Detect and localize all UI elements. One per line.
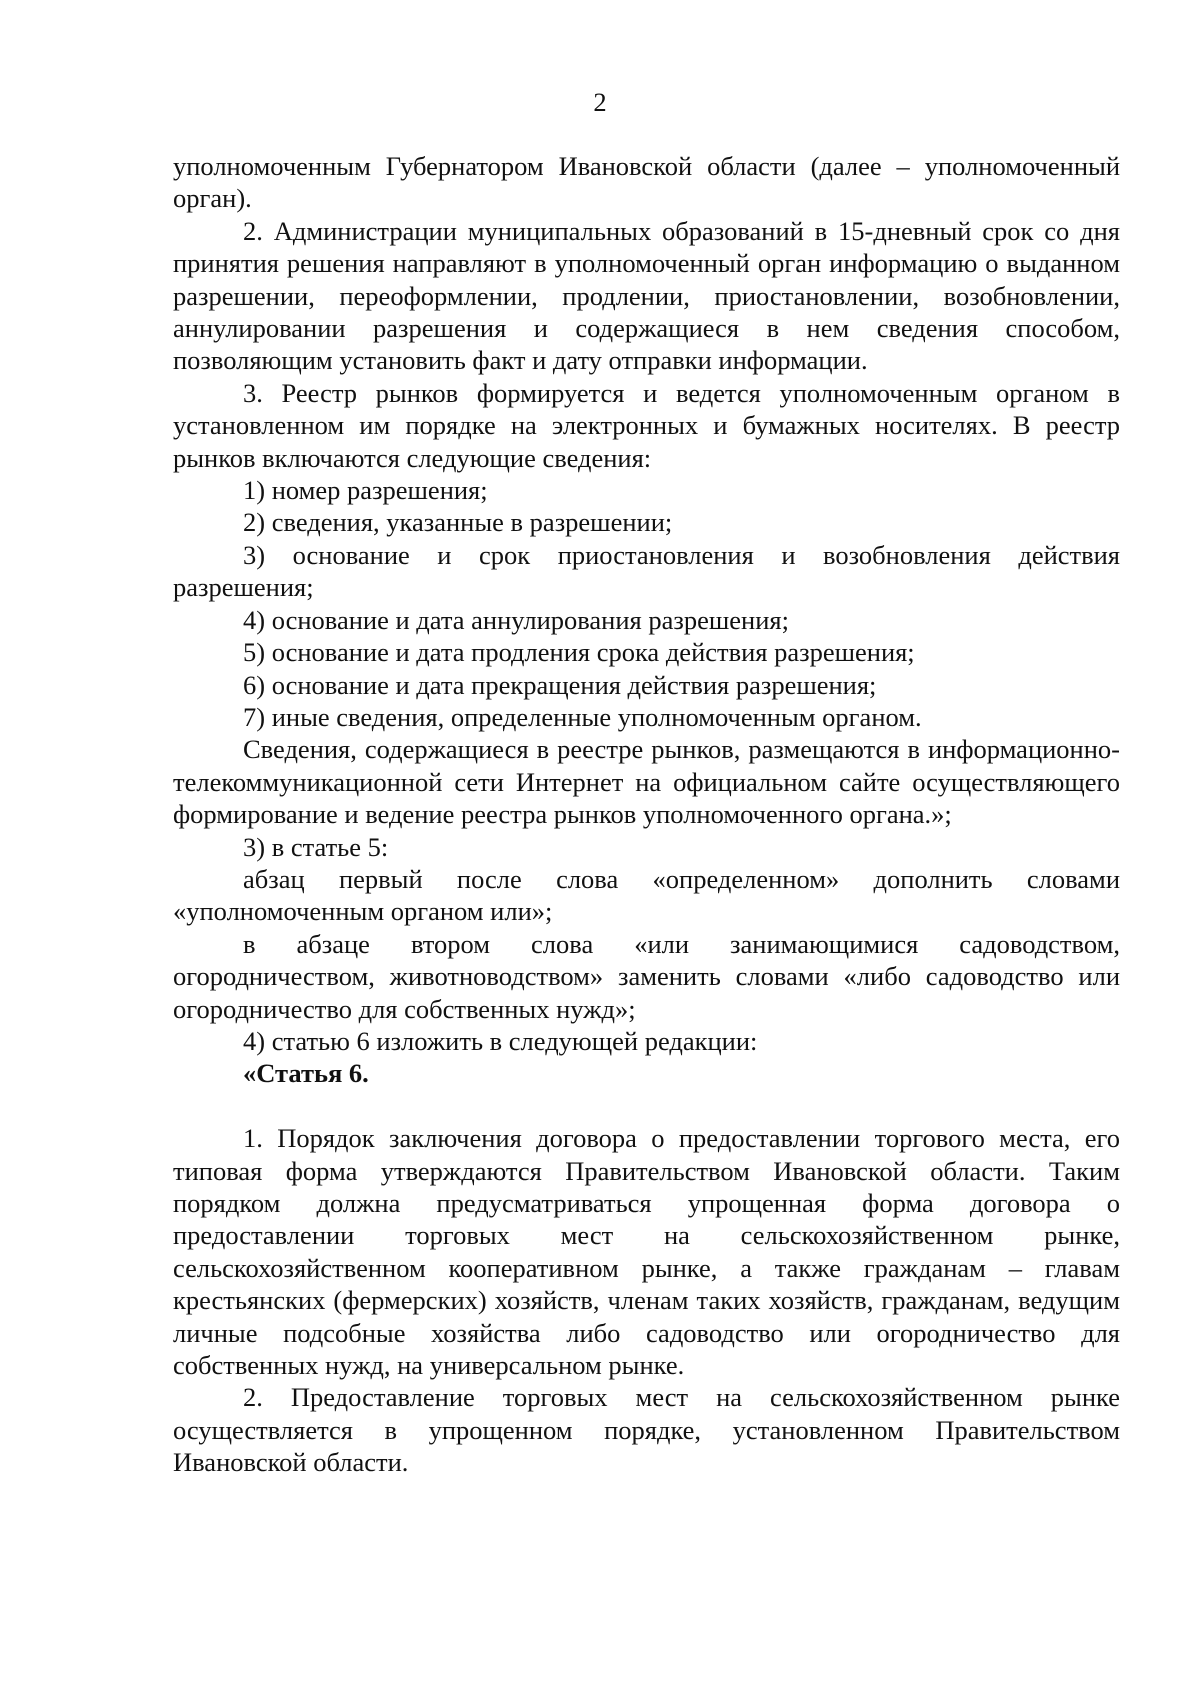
list-item-6: 6) основание и дата прекращения действия разрешения; [243, 669, 877, 700]
article-heading: «Статья 6. [243, 1058, 369, 1089]
list-item-4: 4) основание и дата аннулирования разрешения; [243, 604, 789, 635]
paragraph-amendment-3-first: абзац первый после слова «определенном» дополнить словами «уполномоченным органом или»; [173, 863, 1120, 927]
list-item-7: 7) иные сведения, определенные уполномоченным органом. [243, 701, 922, 732]
paragraph-amendment-4: 4) статью 6 изложить в следующей редакции: [243, 1025, 758, 1056]
article-6-item-1: 1. Порядок заключения договора о предоставлении торгового места, его типовая форма утверждаются Правительством Ивановской области. Таким порядком должна предусматриваться упрощенная форма договора о предоставлении торговых мест на сельскохозяйственном рынке, сельскохозяйственном кооперативном рынке, а также гражданам – главам крестьянских (фермерских) хозяйств, членам таких хозяйств, гражданам, ведущим личные подсобные хозяйства либо садоводство или огородничество для собственных нужд, на универсальном рынке. [173, 1123, 1120, 1381]
article-6-item-2: 2. Предоставление торговых мест на сельскохозяйственном рынке осуществляется в упрощенном порядке, установленном Правительством Ивановской области. [173, 1382, 1120, 1478]
page-number: 2 [593, 87, 607, 117]
paragraph-continuation: уполномоченным Губернатором Ивановской области (далее – уполномоченный орган). [173, 151, 1120, 214]
paragraph-amendment-3: 3) в статье 5: [243, 831, 389, 862]
paragraph-amendment-3-second: в абзаце втором слова «или занимающимися садоводством, огородничеством, животноводством» заменить словами «либо садоводство или огородничество для собственных нужд»; [173, 928, 1120, 1024]
list-item-1: 1) номер разрешения; [243, 475, 488, 506]
paragraph-item-3: 3. Реестр рынков формируется и ведется уполномоченным органом в установленном им порядке на электронных и бумажных носителях. В реестр рынков включаются следующие сведения: [173, 377, 1120, 473]
paragraph-item-2: 2. Администрации муниципальных образований в 15-дневный срок со дня принятия решения направляют в уполномоченный орган информацию о выданном разрешении, переоформлении, продлении, приостановлении, возобновлении, аннулировании разрешения и содержащиеся в нем сведения способом, позволяющим установить факт и дату отправки информации. [173, 215, 1120, 376]
document-body [173, 150, 1120, 1479]
paragraph-registry-publication: Сведения, содержащиеся в реестре рынков, размещаются в информационно-телекоммуникационной сети Интернет на официальном сайте осуществляющего формирование и ведение реестра рынков уполномоченного органа.»; [173, 734, 1120, 830]
list-item-3: 3) основание и срок приостановления и возобновления действия разрешения; [173, 539, 1120, 603]
blank-line [173, 1090, 1120, 1122]
list-item-2: 2) сведения, указанные в разрешении; [243, 507, 673, 538]
list-item-5: 5) основание и дата продления срока действия разрешения; [243, 637, 915, 668]
